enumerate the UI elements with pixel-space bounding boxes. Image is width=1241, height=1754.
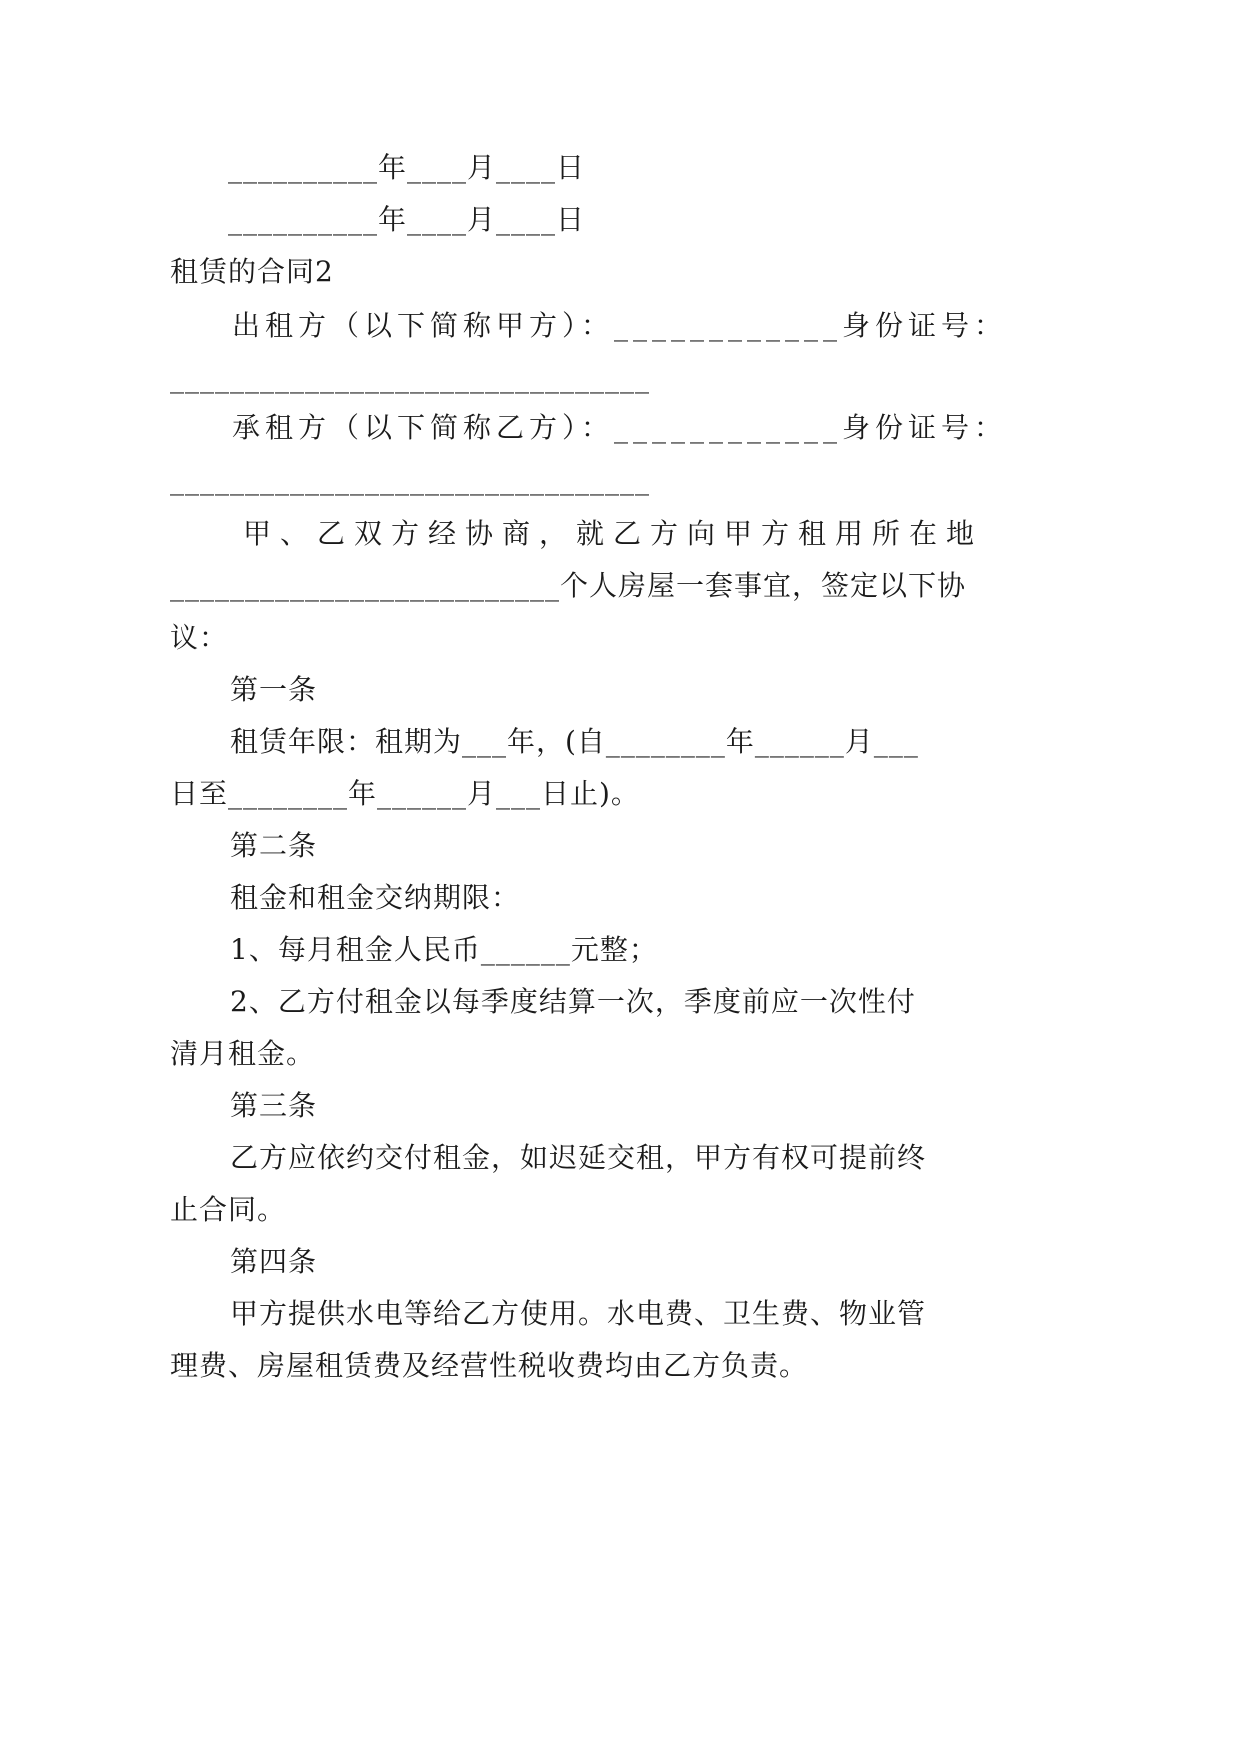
lessor-line: 出租方（以下简称甲方）：____________身份证号： bbox=[232, 309, 1008, 342]
intro-paragraph-line: __________________________个人房屋一套事宜，签定以下协 bbox=[170, 569, 967, 602]
lessee-line: 承租方（以下简称乙方）：____________身份证号： bbox=[232, 411, 1008, 444]
article-text-line: 2、乙方付租金以每季度结算一次，季度前应一次性付 bbox=[230, 985, 916, 1018]
intro-paragraph-line: 甲、乙双方经协商，就乙方向甲方租用所在地 bbox=[243, 517, 984, 550]
article-text-line: 清月租金。 bbox=[170, 1037, 316, 1070]
article-title: 第三条 bbox=[230, 1089, 318, 1122]
signature-date-line: __________年____月____日 bbox=[228, 203, 586, 236]
article-text-line: 乙方应依约交付租金，如迟延交租，甲方有权可提前终 bbox=[230, 1141, 927, 1174]
article-text-line: 理费、房屋租赁费及经营性税收费均由乙方负责。 bbox=[170, 1349, 809, 1382]
article-title: 第二条 bbox=[230, 829, 318, 862]
signature-date-line: __________年____月____日 bbox=[228, 151, 586, 184]
article-text-line: 日至________年______月___日止)。 bbox=[170, 777, 640, 810]
article-text-line: 1、每月租金人民币______元整； bbox=[230, 933, 658, 966]
lessor-id-blank: ________________________________ bbox=[170, 361, 650, 394]
article-title: 第一条 bbox=[230, 673, 318, 706]
article-text-line: 止合同。 bbox=[170, 1193, 287, 1226]
article-subtitle: 租金和租金交纳期限： bbox=[230, 881, 521, 914]
lessee-id-blank: ________________________________ bbox=[170, 463, 650, 496]
article-text-line: 租赁年限：租期为___年，(自________年______月___ bbox=[230, 725, 919, 758]
article-title: 第四条 bbox=[230, 1245, 318, 1278]
article-text-line: 甲方提供水电等给乙方使用。水电费、卫生费、物业管 bbox=[230, 1297, 927, 1330]
intro-paragraph-line: 议： bbox=[170, 621, 229, 654]
contract-title: 租赁的合同2 bbox=[170, 255, 334, 288]
